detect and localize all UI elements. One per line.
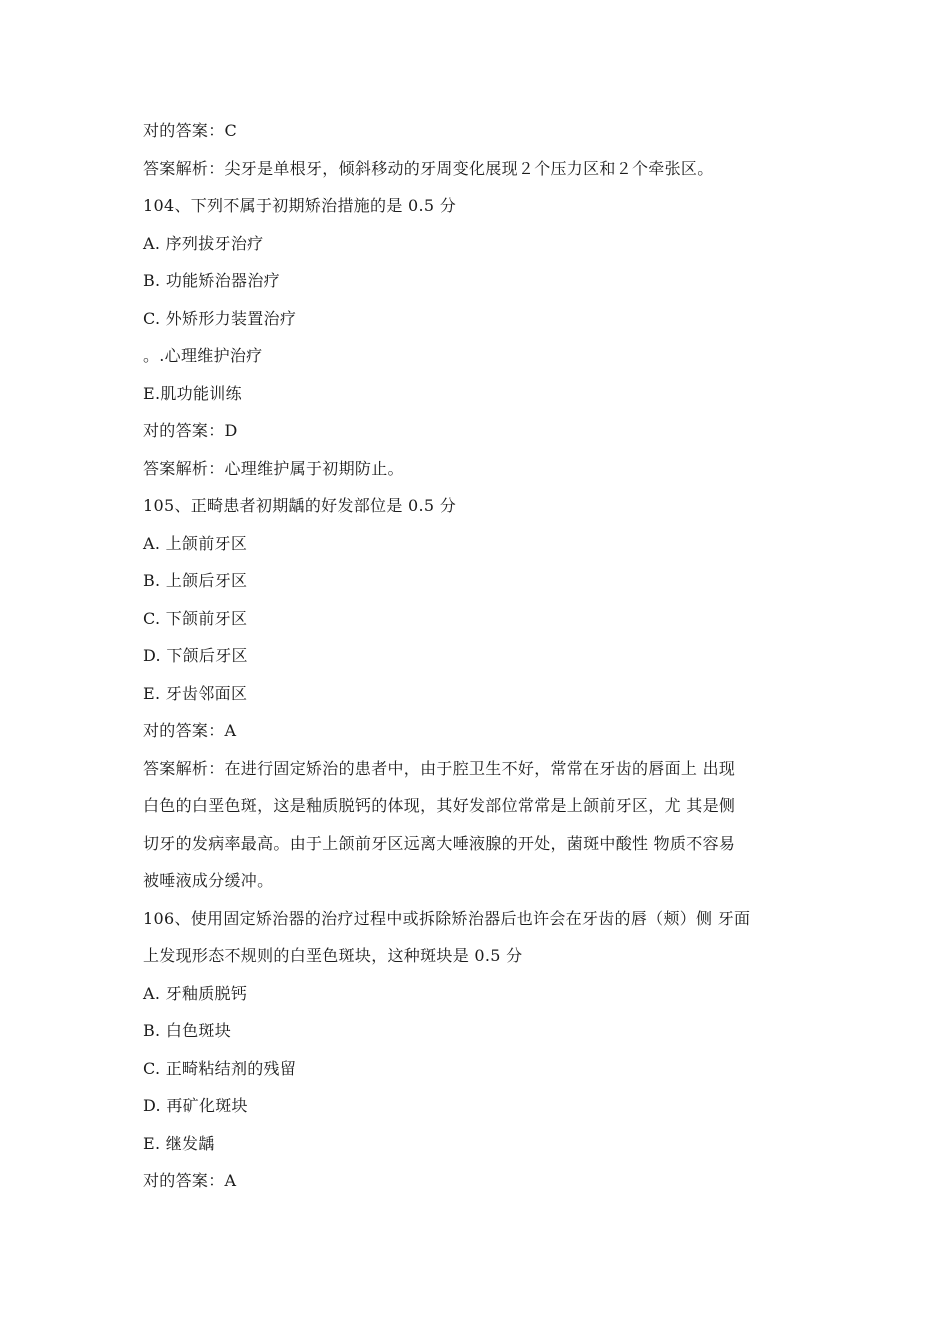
- explanation-line: 切牙的发病率最高。由于上颌前牙区远离大唾液腺的开处，菌斑中酸性 物质不容易: [143, 833, 736, 853]
- option-line: E. 牙齿邻面区: [143, 683, 248, 703]
- explanation-line: 被唾液成分缓冲。: [143, 871, 274, 890]
- question-105: 105、正畸患者初期龋的好发部位是 0.5 分: [143, 496, 457, 515]
- option-line: D. 再矿化斑块: [143, 1096, 248, 1115]
- question-106: 上发现形态不规则的白垩色斑块，这种斑块是 0.5 分: [143, 946, 523, 965]
- option-line: E.肌功能训练: [143, 383, 242, 403]
- answer-line: 对的答案：A: [143, 721, 237, 740]
- option-line: E. 继发龋: [143, 1133, 215, 1153]
- option-line: B. 功能矫治器治疗: [143, 271, 280, 290]
- option-line: C. 下颌前牙区: [143, 608, 248, 628]
- question-104: 104、下列不属于初期矫治措施的是 0.5 分: [143, 196, 457, 215]
- option-line: 。.心理维护治疗: [143, 346, 263, 365]
- question-106: 106、使用固定矫治器的治疗过程中或拆除矫治器后也许会在牙齿的唇（颊）侧 牙面: [143, 908, 751, 928]
- option-line: A. 序列拔牙治疗: [143, 233, 264, 253]
- explanation-line: 答案解析：尖牙是单根牙，倾斜移动的牙周变化展现２个压力区和２个牵张区。: [143, 158, 714, 178]
- option-line: C. 正畸粘结剂的残留: [143, 1058, 297, 1078]
- answer-line: 对的答案：D: [143, 421, 238, 440]
- document-body: [143, 112, 823, 1200]
- answer-line: 对的答案：A: [143, 1171, 237, 1190]
- explanation-line: 白色的白垩色斑，这是釉质脱钙的体现，其好发部位常常是上颌前牙区，尤 其是侧: [143, 796, 736, 815]
- explanation-line: 答案解析：心理维护属于初期防止。: [143, 458, 404, 478]
- option-line: D. 下颌后牙区: [143, 646, 248, 665]
- explanation-line: 答案解析：在进行固定矫治的患者中，由于腔卫生不好，常常在牙齿的唇面上 出现: [143, 758, 736, 778]
- option-line: A. 牙釉质脱钙: [143, 983, 248, 1003]
- option-line: A. 上颌前牙区: [143, 533, 248, 553]
- answer-line: 对的答案：C: [143, 121, 238, 140]
- option-line: B. 白色斑块: [143, 1021, 232, 1040]
- option-line: B. 上颌后牙区: [143, 571, 248, 590]
- option-line: C. 外矫形力装置治疗: [143, 308, 297, 328]
